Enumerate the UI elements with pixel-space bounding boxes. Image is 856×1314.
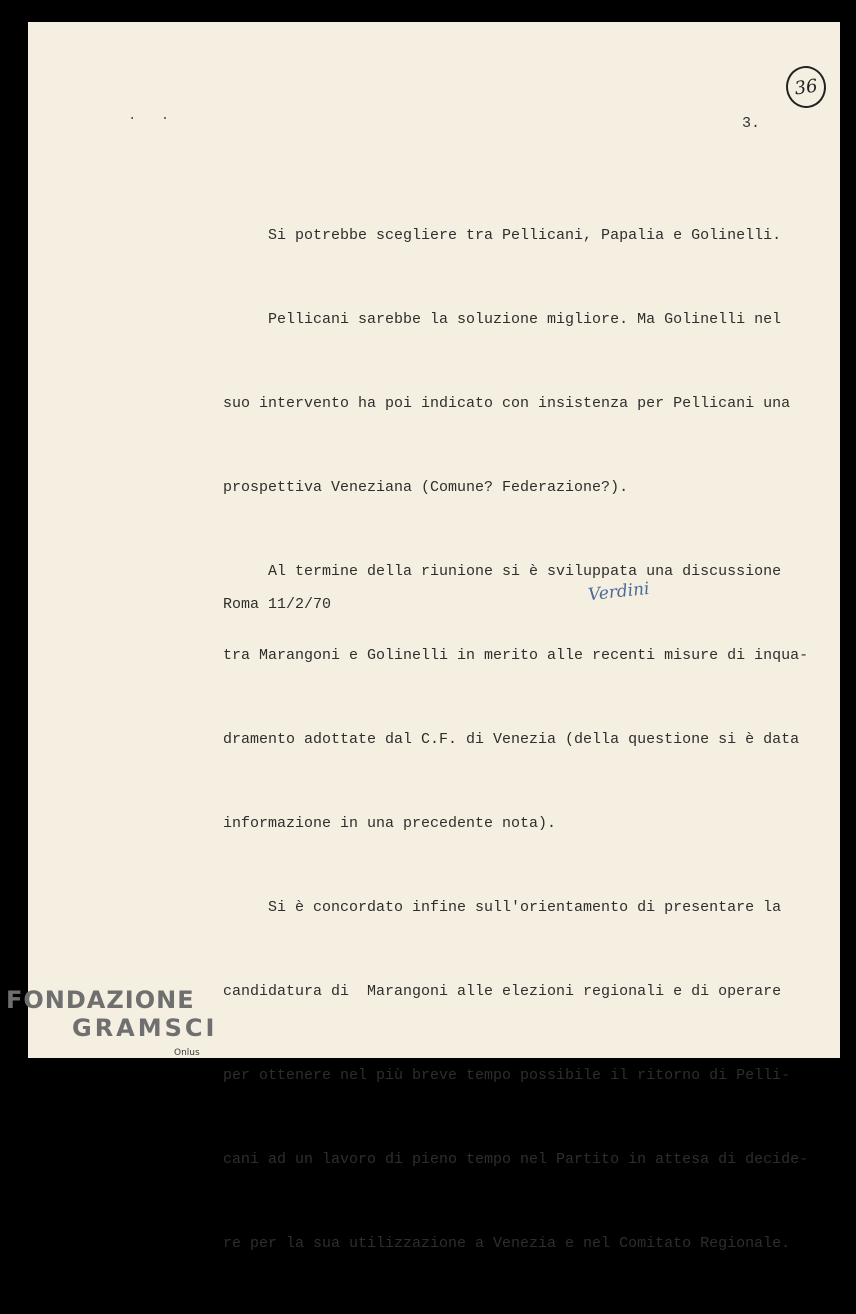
text-line: cani ad un lavoro di pieno tempo nel Partito in attesa di decide-: [223, 1151, 809, 1168]
text-line: Si potrebbe scegliere tra Pellicani, Papalia e Golinelli.: [223, 227, 782, 244]
fondazione-gramsci-watermark: [6, 986, 217, 1042]
text-line: per ottenere nel più breve tempo possibile il ritorno di Pelli-: [223, 1067, 791, 1084]
text-line: Pellicani sarebbe la soluzione migliore. Ma Golinelli nel: [223, 311, 782, 328]
ink-dots: . .: [128, 108, 178, 124]
watermark-line-1: FONDAZIONE: [6, 986, 195, 1014]
text-line: Al termine della riunione si è sviluppata una discussione: [223, 563, 782, 580]
text-line: suo intervento ha poi indicato con insistenza per Pellicani una: [223, 395, 791, 412]
text-line: informazione in una precedente nota).: [223, 815, 557, 832]
document-page: [28, 22, 840, 1252]
text-line: dramento adottate dal C.F. di Venezia (della questione si è data: [223, 731, 800, 748]
archive-number-stamp: 36: [783, 63, 828, 110]
place-and-date: Roma 11/2/70: [223, 596, 332, 613]
text-line: prospettiva Veneziana (Comune? Federazione?).: [223, 479, 629, 496]
text-line: Si è concordato infine sull'orientamento di presentare la: [223, 899, 782, 916]
handwritten-signature: Verdini: [587, 578, 651, 606]
text-line: tra Marangoni e Golinelli in merito alle recenti misure di inqua-: [223, 647, 809, 664]
page-number: 3.: [742, 115, 761, 132]
text-line: candidatura di Marangoni alle elezioni regionali e di operare: [223, 983, 782, 1000]
text-line: re per la sua utilizzazione a Venezia e nel Comitato Regionale.: [223, 1235, 791, 1252]
typed-body-text: [223, 166, 856, 1314]
watermark-line-2: GRAMSCI: [72, 1014, 218, 1042]
watermark-subtitle: Onlus: [174, 1048, 200, 1058]
